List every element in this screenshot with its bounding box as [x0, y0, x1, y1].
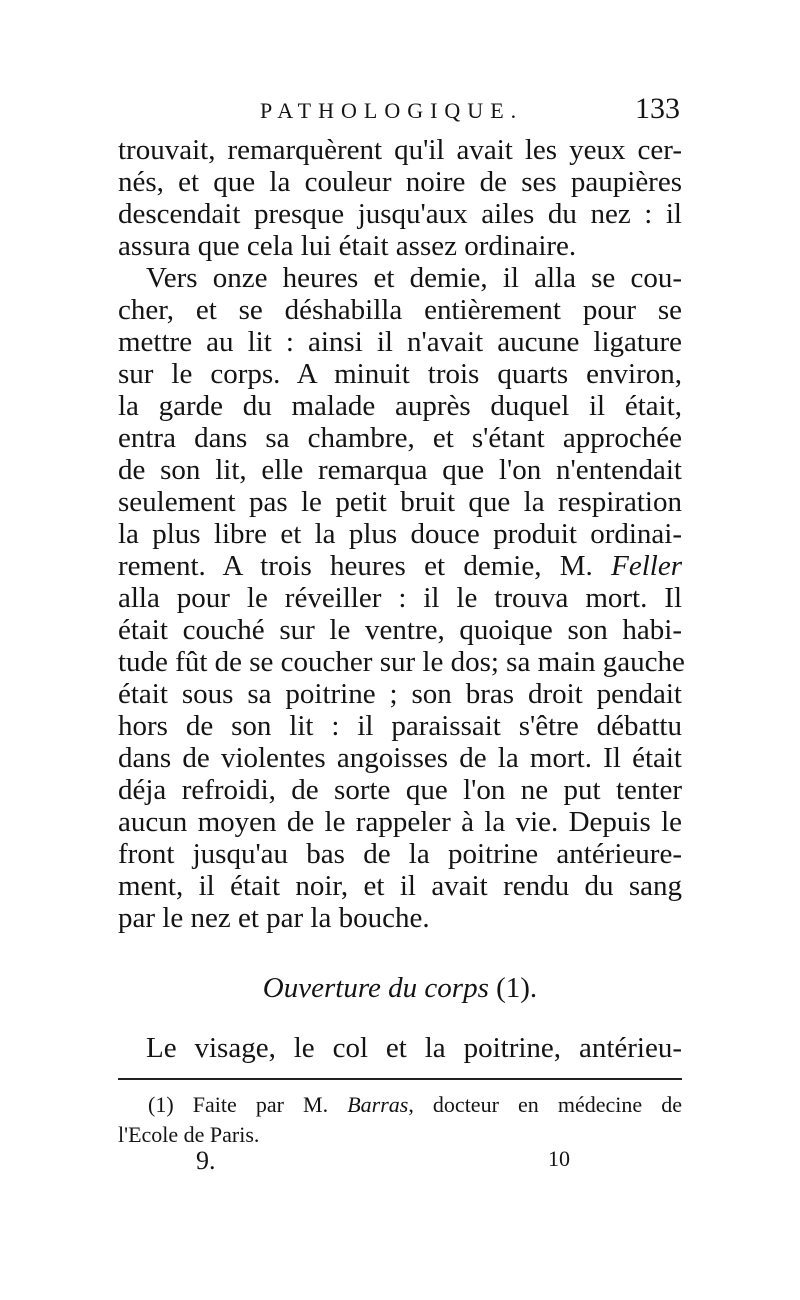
text-line: cher, et se déshabilla entièrement pour se [118, 294, 682, 326]
text-line: la garde du malade auprès duquel il était, [118, 390, 682, 422]
text-line: était sous sa poitrine ; son bras droit pendait [118, 678, 682, 710]
text-line: la plus libre et la plus douce produit ordinai- [118, 518, 682, 550]
text-line: aucun moyen de le rappeler à la vie. Depuis le [118, 806, 682, 838]
italic-name: Feller [611, 550, 682, 582]
section-first-line: Le visage, le col et la poitrine, antérieu- [146, 1032, 682, 1064]
text-span: rement. A trois heures et demie, M. [118, 550, 612, 582]
text-line: Vers onze heures et demie, il alla se cou- [146, 262, 682, 294]
section-title: Ouverture du corps [262, 972, 489, 1004]
footnote-text: Faite par M. [192, 1092, 348, 1117]
text-line: seulement pas le petit bruit que la respiration [118, 486, 682, 518]
text-line: dans de violentes angoisses de la mort. Il était [118, 742, 682, 774]
footnote-line [148, 1090, 682, 1120]
footnote-name: Barras [347, 1092, 409, 1117]
running-head [120, 92, 680, 132]
text-line: tude fût de se coucher sur le dos; sa main gauche [118, 646, 685, 678]
text-line: front jusqu'au bas de la poitrine antérieure- [118, 838, 682, 870]
text-line: entra dans sa chambre, et s'étant approchée [118, 422, 682, 454]
text-line: déja refroidi, de sorte que l'on ne put tenter [118, 774, 682, 806]
text-line [118, 548, 682, 584]
running-title: PATHOLOGIQUE. [260, 98, 524, 123]
text-line: assura que cela lui était assez ordinaire. [118, 230, 577, 262]
text-line: descendait presque jusqu'aux ailes du nez : il [118, 198, 682, 230]
footnote-reference: (1). [496, 972, 538, 1004]
footnote-rule [118, 1078, 682, 1080]
text-line: de son lit, elle remarqua que l'on n'entendait [118, 454, 682, 486]
footnote-continuation: l'Ecole de Paris. [118, 1122, 260, 1147]
footnote-text-after: , docteur en médecine de [408, 1092, 682, 1117]
signature-mark: 9. [196, 1146, 216, 1175]
gathering-number: 10 [548, 1146, 570, 1171]
text-line: nés, et que la couleur noire de ses paupières [118, 166, 682, 198]
footnote-marker: (1) [148, 1092, 174, 1117]
text-line: alla pour le réveiller : il le trouva mort. Il [118, 582, 682, 614]
text-line: sur le corps. A minuit trois quarts environ, [118, 358, 682, 390]
text-line: ment, il était noir, et il avait rendu du sang [118, 870, 682, 902]
text-line: par le nez et par la bouche. [118, 902, 430, 934]
page-number: 133 [635, 92, 680, 125]
text-line: était couché sur le ventre, quoique son habi- [118, 614, 682, 646]
section-heading [0, 970, 800, 1006]
text-line: mettre au lit : ainsi il n'avait aucune ligature [118, 326, 682, 358]
text-line: trouvait, remarquèrent qu'il avait les yeux cer- [118, 134, 682, 166]
text-line: hors de son lit : il paraissait s'être débattu [118, 710, 682, 742]
